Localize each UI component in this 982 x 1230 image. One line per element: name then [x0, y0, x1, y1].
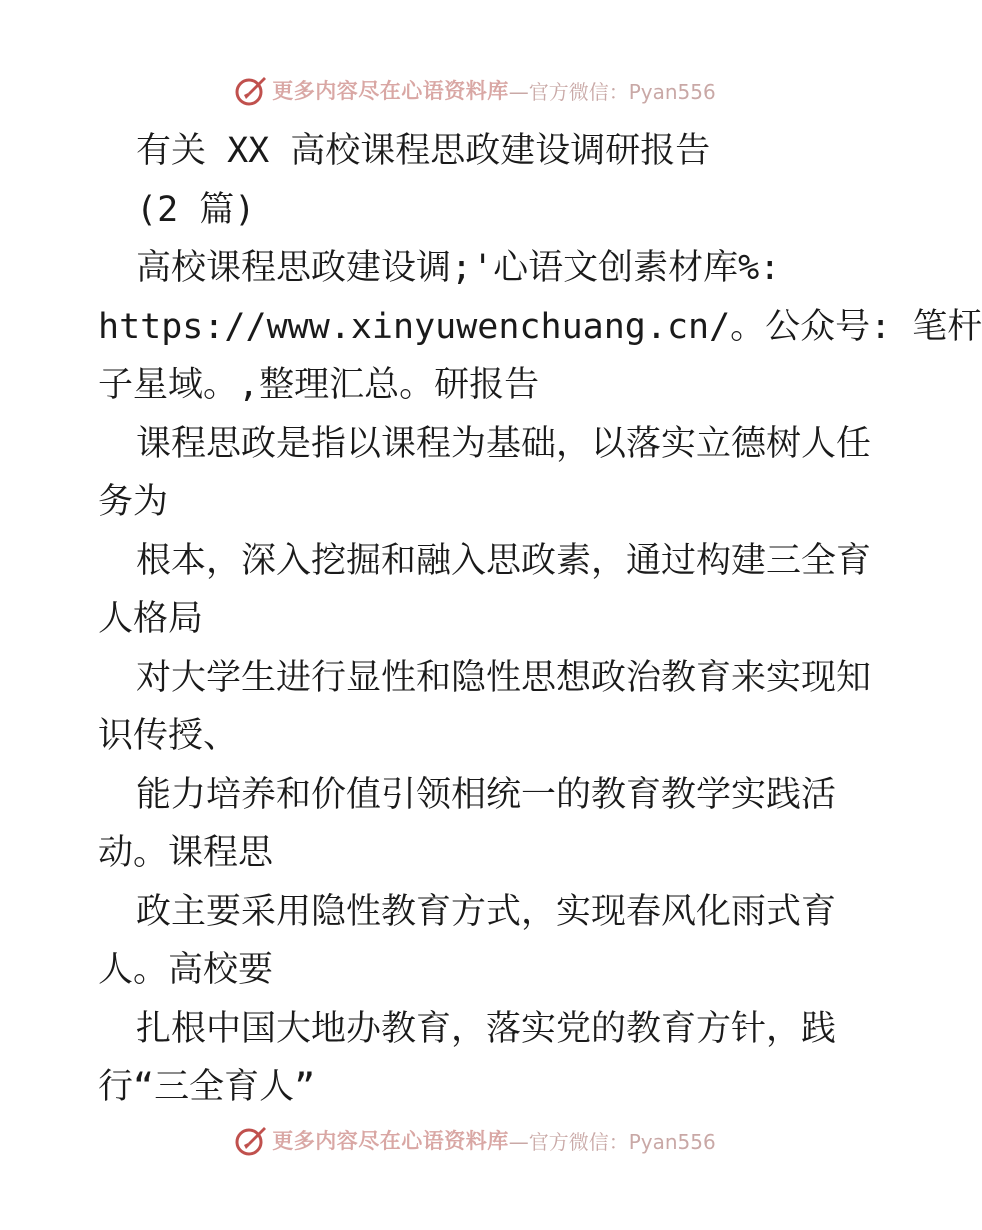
quill-logo-icon	[234, 73, 268, 107]
text-line: 务为	[98, 482, 169, 522]
watermark-header	[0, 70, 950, 110]
document-title-line-2: (2 篇)	[136, 189, 256, 230]
watermark-wechat-text: —官方微信：Pyan556	[508, 79, 716, 104]
quill-logo-icon	[234, 1123, 268, 1157]
text-line: 人格局	[98, 599, 204, 639]
text-line: 对大学生进行显性和隐性思想政治教育来实现知	[136, 657, 872, 698]
watermark-main-text: 更多内容尽在心语资料库	[272, 78, 509, 103]
watermark-wechat-text: —官方微信：Pyan556	[508, 1129, 716, 1154]
text-line: 能力培养和价值引领相统一的教育教学实践活	[136, 774, 837, 815]
watermark-footer	[0, 1120, 950, 1160]
document-body	[98, 122, 982, 1117]
text-line: 课程思政是指以课程为基础，以落实立德树人任	[136, 423, 872, 464]
text-line: 人。高校要	[98, 950, 274, 990]
text-line: 子星域。,整理汇总。研报告	[98, 365, 540, 405]
text-line: 扎根中国大地办教育，落实党的教育方针，践	[136, 1008, 837, 1049]
text-line: https://www.xinyuwenchuang.cn/。公众号: 笔杆	[98, 306, 982, 347]
document-title-line-1: 有关 XX 高校课程思政建设调研报告	[136, 131, 711, 171]
watermark-main-text: 更多内容尽在心语资料库	[272, 1128, 509, 1153]
text-line: 政主要采用隐性教育方式，实现春风化雨式育	[136, 891, 837, 932]
text-line: 识传授、	[98, 716, 239, 756]
text-line: 高校课程思政建设调;'心语文创素材库%:	[136, 248, 781, 288]
text-line: 行“三全育人”	[98, 1067, 316, 1107]
text-line: 动。课程思	[98, 833, 274, 873]
text-line: 根本，深入挖掘和融入思政素，通过构建三全育	[136, 540, 872, 581]
